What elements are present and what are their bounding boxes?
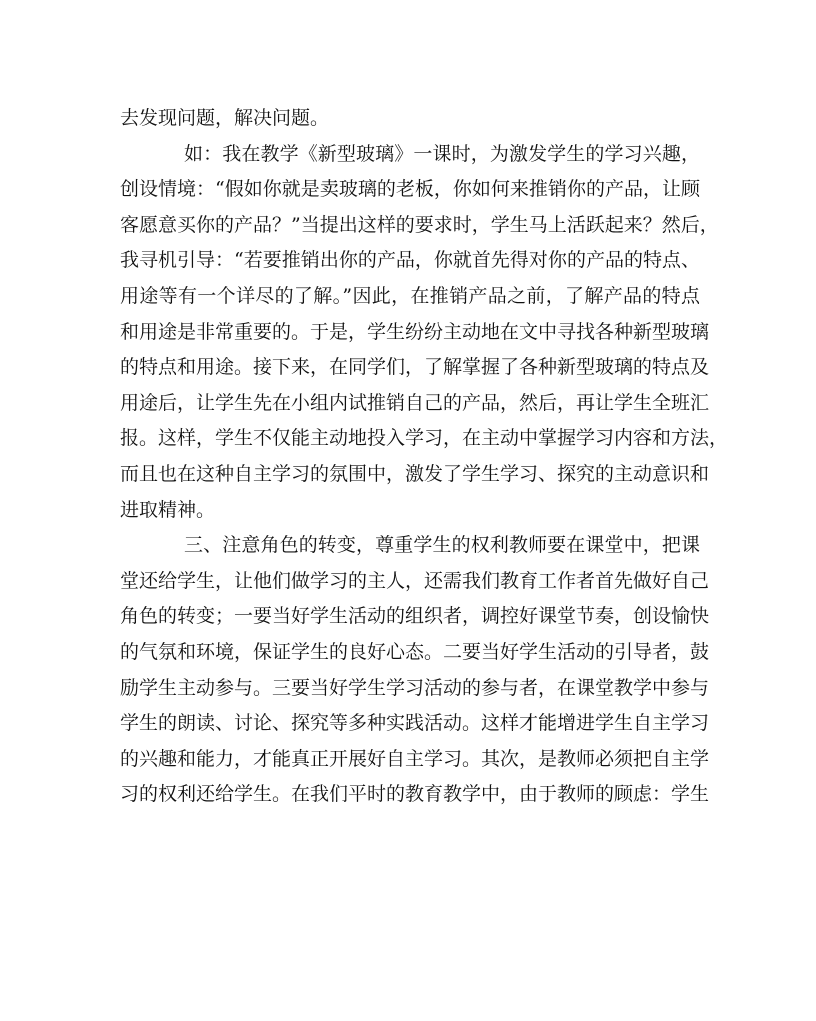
text-line: 用途后，让学生先在小组内试推销自己的产品，然后，再让学生全班汇 bbox=[120, 391, 710, 414]
text-line: 如：我在教学《新型玻璃》一课时，为激发学生的学习兴趣， bbox=[184, 142, 700, 165]
text-line: 习的权利还给学生。在我们平时的教育教学中，由于教师的顾虑：学生 bbox=[120, 783, 710, 806]
text-line: 的特点和用途。接下来，在同学们，了解掌握了各种新型玻璃的特点及 bbox=[120, 356, 710, 379]
text-line: 创设情境：“假如你就是卖玻璃的老板，你如何来推销你的产品，让顾 bbox=[120, 178, 700, 201]
text-line: 励学生主动参与。三要当好学生学习活动的参与者，在课堂教学中参与 bbox=[120, 676, 710, 699]
text-line: 去发现问题，解决问题。 bbox=[120, 107, 330, 129]
body-text bbox=[120, 101, 729, 813]
text-line: 客愿意买你的产品？”当提出这样的要求时，学生马上活跃起来？然后， bbox=[120, 213, 719, 236]
text-line: 用途等有一个详尽的了解。”因此，在推销产品之前，了解产品的特点 bbox=[120, 284, 700, 307]
text-line: 三、注意角色的转变，尊重学生的权利教师要在课堂中，把课 bbox=[184, 534, 700, 557]
text-line: 的兴趣和能力，才能真正开展好自主学习。其次，是教师必须把自主学 bbox=[120, 747, 710, 770]
text-line: 的气氛和环境，保证学生的良好心态。二要当好学生活动的引导者，鼓 bbox=[120, 640, 710, 663]
text-line: 角色的转变；一要当好学生活动的组织者，调控好课堂节奏，创设愉快 bbox=[120, 605, 710, 628]
text-line: 而且也在这种自主学习的氛围中，激发了学生学习、探究的主动意识和 bbox=[120, 462, 710, 485]
text-line: 我寻机引导：“若要推销出你的产品，你就首先得对你的产品的特点、 bbox=[120, 249, 700, 272]
text-line: 和用途是非常重要的。于是，学生纷纷主动地在文中寻找各种新型玻璃 bbox=[120, 320, 710, 343]
text-line: 学生的朗读、讨论、探究等多种实践活动。这样才能增进学生自主学习 bbox=[120, 712, 710, 735]
text-line: 报。这样，学生不仅能主动地投入学习，在主动中掌握学习内容和方法， bbox=[120, 427, 729, 450]
text-line: 堂还给学生，让他们做学习的主人，还需我们教育工作者首先做好自己 bbox=[120, 569, 710, 592]
text-line: 进取精神。 bbox=[120, 498, 216, 521]
